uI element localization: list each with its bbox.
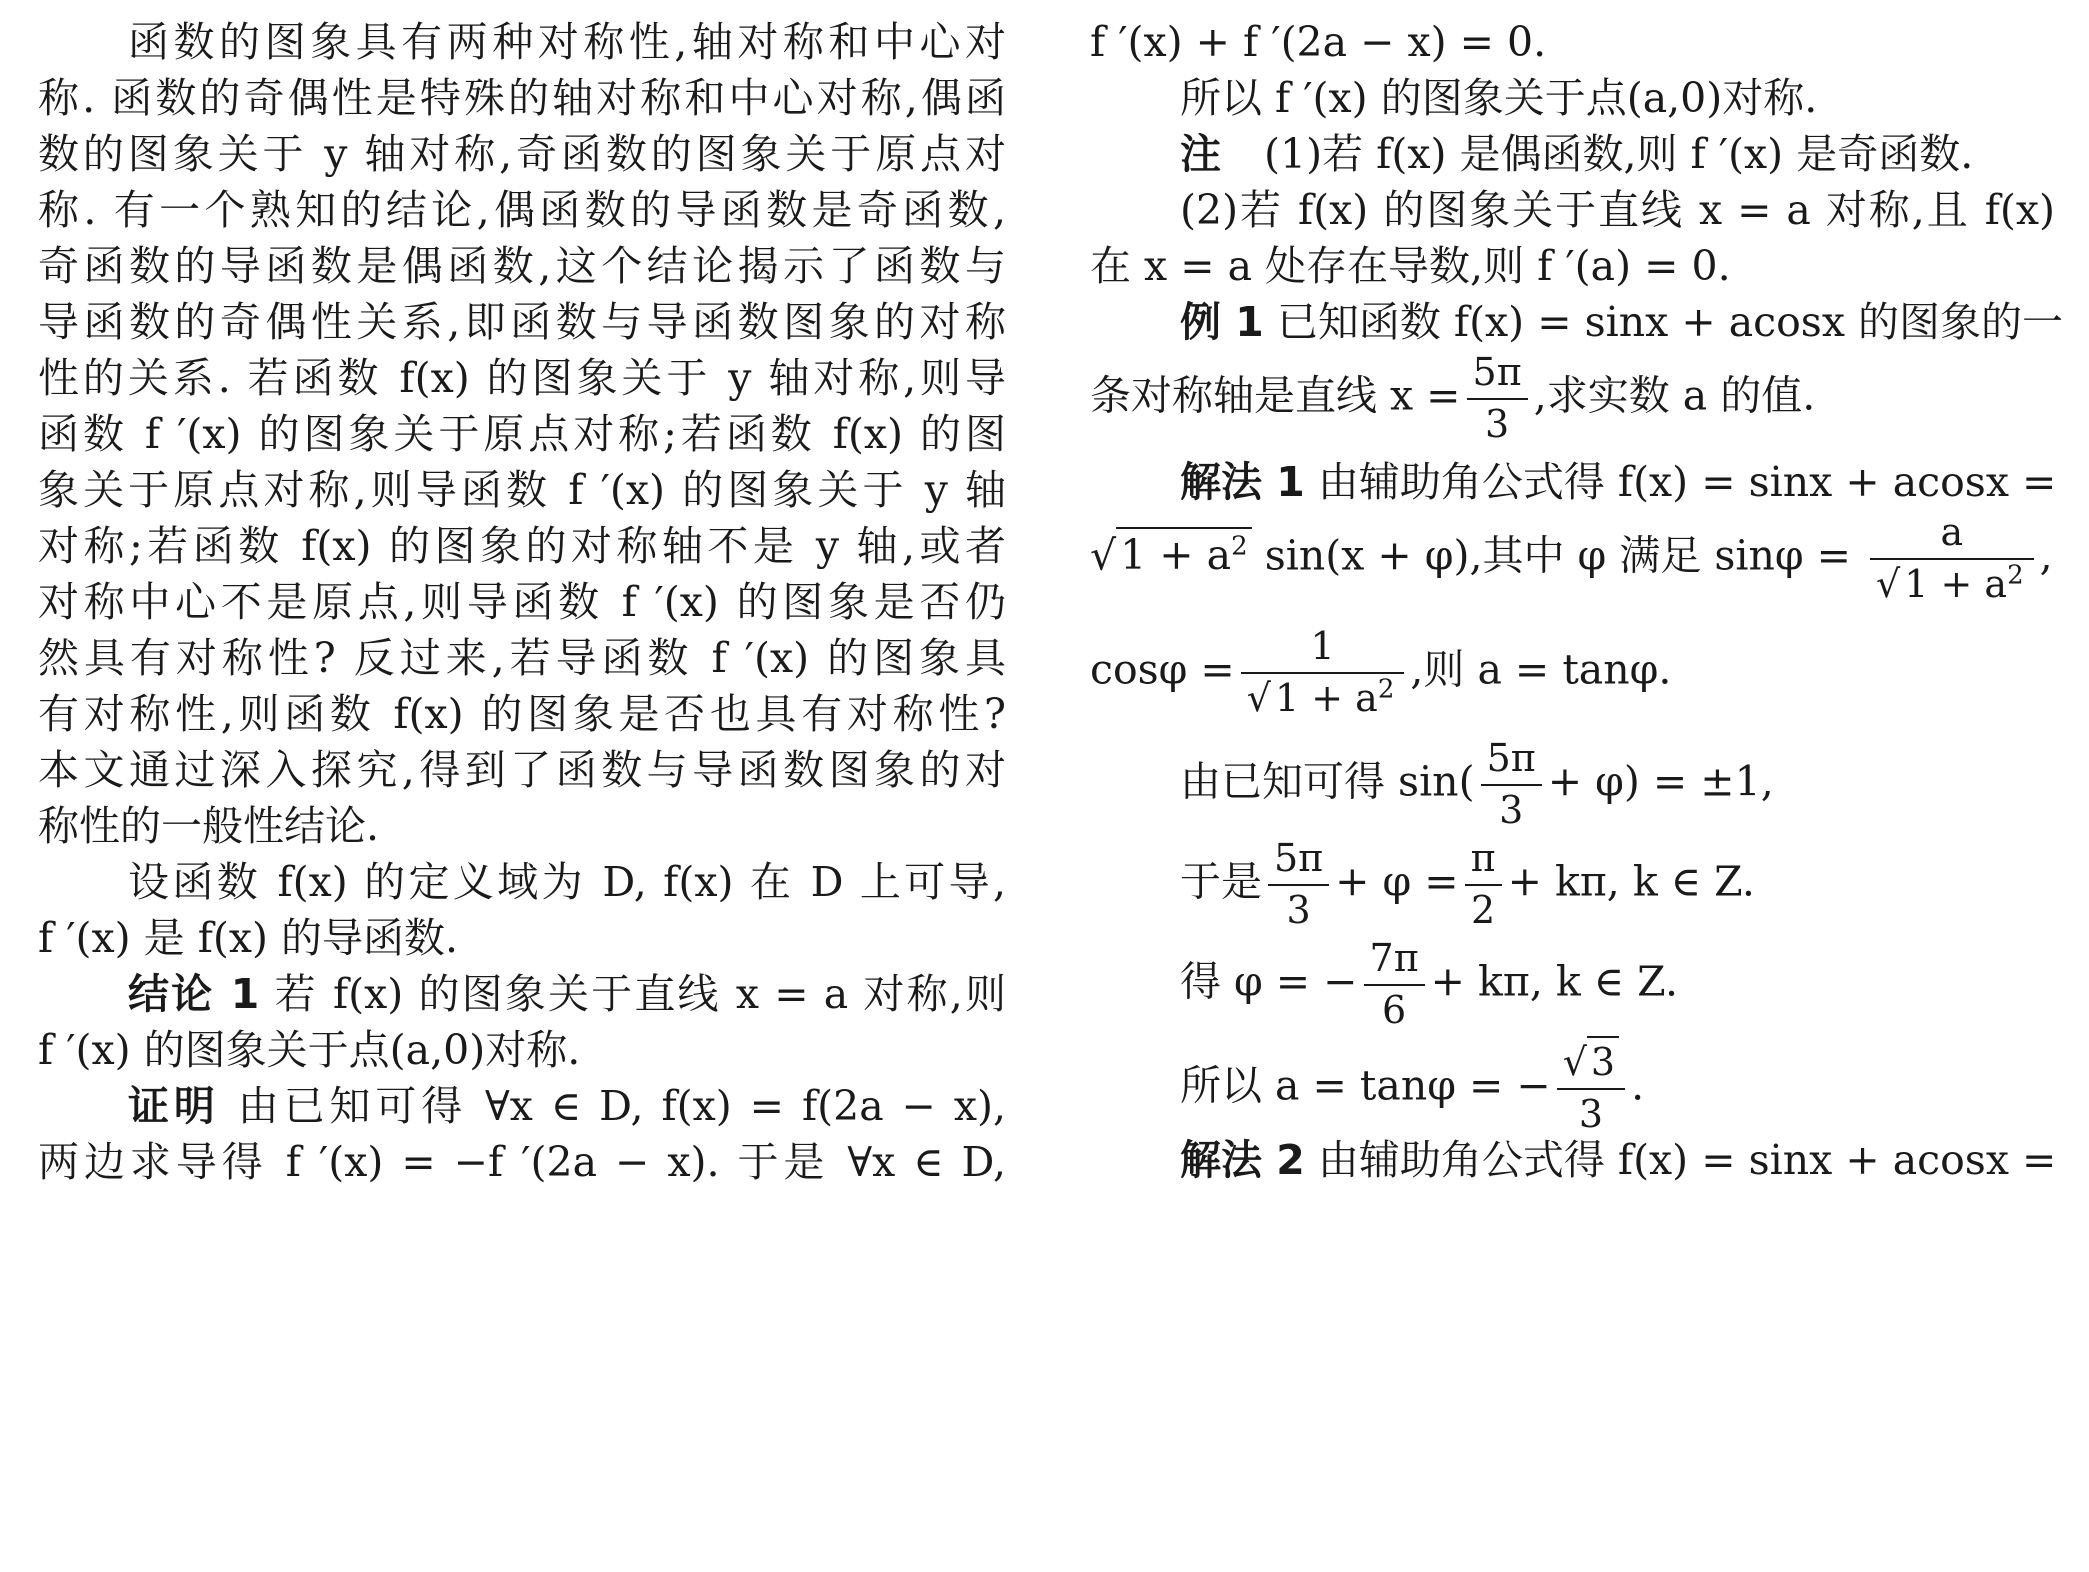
- solution-text: sin(x + φ),其中 φ 满足 sinφ =: [1264, 531, 1851, 580]
- step-2: [1090, 838, 2055, 932]
- example-1: [1090, 298, 2063, 346]
- paragraph-line: 有对称性,则函数 f(x) 的图象是否也具有对称性?: [38, 690, 1006, 738]
- equation-part: ,则 a = tanφ.: [1410, 645, 1672, 694]
- example-text: 已知函数 f(x) = sinx + acosx 的图象的一: [1276, 298, 2063, 346]
- radicand-text: 1 + a: [1904, 561, 2008, 606]
- fraction-denominator: 3: [1286, 887, 1311, 932]
- equation-part: 所以 a = tanφ = −: [1180, 1061, 1551, 1110]
- paragraph-line: 奇函数的导函数是偶函数,这个结论揭示了函数与: [38, 242, 1006, 290]
- equation-part: 于是: [1180, 857, 1262, 906]
- paragraph-line: 所以 f ′(x) 的图象关于点(a,0)对称.: [1180, 74, 1818, 122]
- solution-label: 解法 1: [1180, 458, 1305, 506]
- fraction-denominator: √ $1 + a^2$: [1870, 560, 2034, 606]
- solution-1-line2: $√1 + a^2$ sin(x + φ),其中 φ 满足 sinφ = $\frac{a}{√ 1 + a^2}$ ,: [1090, 510, 2053, 606]
- paragraph-line: 称性的一般性结论.: [38, 802, 380, 850]
- radicand: $1 + a^2$: [1116, 527, 1252, 579]
- proof: [38, 1082, 1006, 1130]
- conclusion-label: 结论 1: [128, 970, 260, 1018]
- paragraph-line: 本文通过深入探究,得到了函数与导函数图象的对: [38, 746, 1006, 794]
- fraction-denominator: 6: [1382, 987, 1407, 1032]
- note-3: 在 x = a 处存在导数,则 f ′(a) = 0.: [1090, 242, 1731, 290]
- example-1-cont: [1090, 352, 2055, 446]
- conclusion-text: 若 f(x) 的图象关于直线 x = a 对称,则: [274, 970, 1006, 1018]
- conclusion-1: [38, 970, 1006, 1018]
- step-1: [1090, 738, 2055, 832]
- note-text: (1)若 f(x) 是偶函数,则 f ′(x) 是奇函数.: [1264, 130, 1974, 178]
- conclusion-1-cont: f ′(x) 的图象关于点(a,0)对称.: [38, 1026, 581, 1074]
- fraction: [1870, 512, 2034, 606]
- proof-text: 由已知可得 ∀x ∈ D, f(x) = f(2a − x),: [237, 1082, 1006, 1130]
- example-label: 例 1: [1180, 298, 1264, 346]
- paragraph-line: 称. 有一个熟知的结论,偶函数的导函数是奇函数,: [38, 186, 1006, 234]
- note-label: 注: [1180, 130, 1221, 178]
- note-2: (2)若 f(x) 的图象关于直线 x = a 对称,且 f(x): [1180, 186, 2055, 234]
- equation-part: 得 φ = −: [1180, 957, 1358, 1006]
- radicand-text: 1 + a: [1275, 675, 1378, 720]
- paragraph-line: 对称;若函数 f(x) 的图象的对称轴不是 y 轴,或者: [38, 522, 1006, 570]
- paragraph-line: 象关于原点对称,则导函数 f ′(x) 的图象关于 y 轴: [38, 466, 1006, 514]
- note-1: [1090, 130, 2055, 178]
- paragraph-line: 然具有对称性? 反过来,若导函数 f ′(x) 的图象具: [38, 634, 1006, 682]
- paragraph-line: 性的关系. 若函数 f(x) 的图象关于 y 轴对称,则导: [38, 354, 1006, 402]
- solution-text: 由辅助角公式得 f(x) = sinx + acosx =: [1317, 458, 2057, 506]
- solution-label: 解法 2: [1180, 1136, 1305, 1184]
- equation-line: f ′(x) + f ′(2a − x) = 0.: [1090, 18, 1547, 66]
- fraction-numerator: 7π: [1364, 938, 1425, 986]
- equation-part: 由已知可得 sin(: [1180, 757, 1475, 806]
- fraction: [1241, 626, 1405, 720]
- step-3: [1090, 938, 2055, 1032]
- solution-2: [1090, 1136, 2057, 1184]
- equation-part: + φ =: [1335, 857, 1459, 906]
- fraction-numerator: 5π: [1268, 838, 1329, 886]
- paragraph-line: 函数的图象具有两种对称性,轴对称和中心对: [128, 18, 1006, 66]
- solution-text: 由辅助角公式得 f(x) = sinx + acosx =: [1317, 1136, 2057, 1184]
- equation-part: + φ) = ±1,: [1547, 757, 1774, 806]
- fraction: [1268, 838, 1329, 932]
- paragraph-line: 数的图象关于 y 轴对称,奇函数的图象关于原点对: [38, 130, 1006, 178]
- radicand-text: 1 + a: [1120, 531, 1232, 580]
- fraction: [1364, 938, 1425, 1032]
- equation-part: cosφ =: [1090, 645, 1235, 694]
- paragraph-line: 设函数 f(x) 的定义域为 D, f(x) 在 D 上可导,: [128, 858, 1006, 906]
- proof-cont: 两边求导得 f ′(x) = −f ′(2a − x). 于是 ∀x ∈ D,: [38, 1138, 1006, 1186]
- fraction-denominator: 3: [1485, 401, 1510, 446]
- fraction: [1481, 738, 1542, 832]
- fraction-numerator: 1: [1241, 626, 1405, 674]
- equation-part: + kπ, k ∈ Z.: [1430, 957, 1678, 1006]
- fraction: [1465, 838, 1502, 932]
- proof-label: 证明: [128, 1082, 220, 1130]
- paragraph-line: f ′(x) 是 f(x) 的导函数.: [38, 914, 459, 962]
- paragraph-line: 导函数的奇偶性关系,即函数与导函数图象的对称: [38, 298, 1006, 346]
- step-4: 所以 a = tanφ = − $\frac{√ 3}{3}$ .: [1090, 1042, 2055, 1136]
- fraction-denominator: 3: [1499, 787, 1524, 832]
- fraction-denominator: 2: [1471, 887, 1496, 932]
- fraction-numerator: √ 3: [1557, 1042, 1625, 1090]
- fraction-numerator: 5π: [1467, 352, 1528, 400]
- equation-part: + kπ, k ∈ Z.: [1507, 857, 1755, 906]
- fraction-numerator: π: [1465, 838, 1502, 886]
- sqrt-icon: √: [1090, 531, 1117, 580]
- fraction: [1467, 352, 1528, 446]
- paragraph-line: 函数 f ′(x) 的图象关于原点对称;若函数 f(x) 的图: [38, 410, 1006, 458]
- solution-1: [1090, 458, 2057, 506]
- cos-line: [1090, 626, 2055, 720]
- example-text-part: 条对称轴是直线 x =: [1090, 371, 1461, 420]
- fraction-numerator: a: [1870, 512, 2034, 560]
- radicand-text: 3: [1587, 1036, 1619, 1084]
- paragraph-line: 称. 函数的奇偶性是特殊的轴对称和中心对称,偶函: [38, 74, 1006, 122]
- paragraph-line: 对称中心不是原点,则导函数 f ′(x) 的图象是否仍: [38, 578, 1006, 626]
- fraction-denominator: 3: [1578, 1091, 1603, 1136]
- example-text-part: ,求实数 a 的值.: [1533, 371, 1816, 420]
- fraction-numerator: 5π: [1481, 738, 1542, 786]
- fraction: [1557, 1042, 1625, 1136]
- fraction-denominator: √ $1 + a^2$: [1241, 674, 1405, 720]
